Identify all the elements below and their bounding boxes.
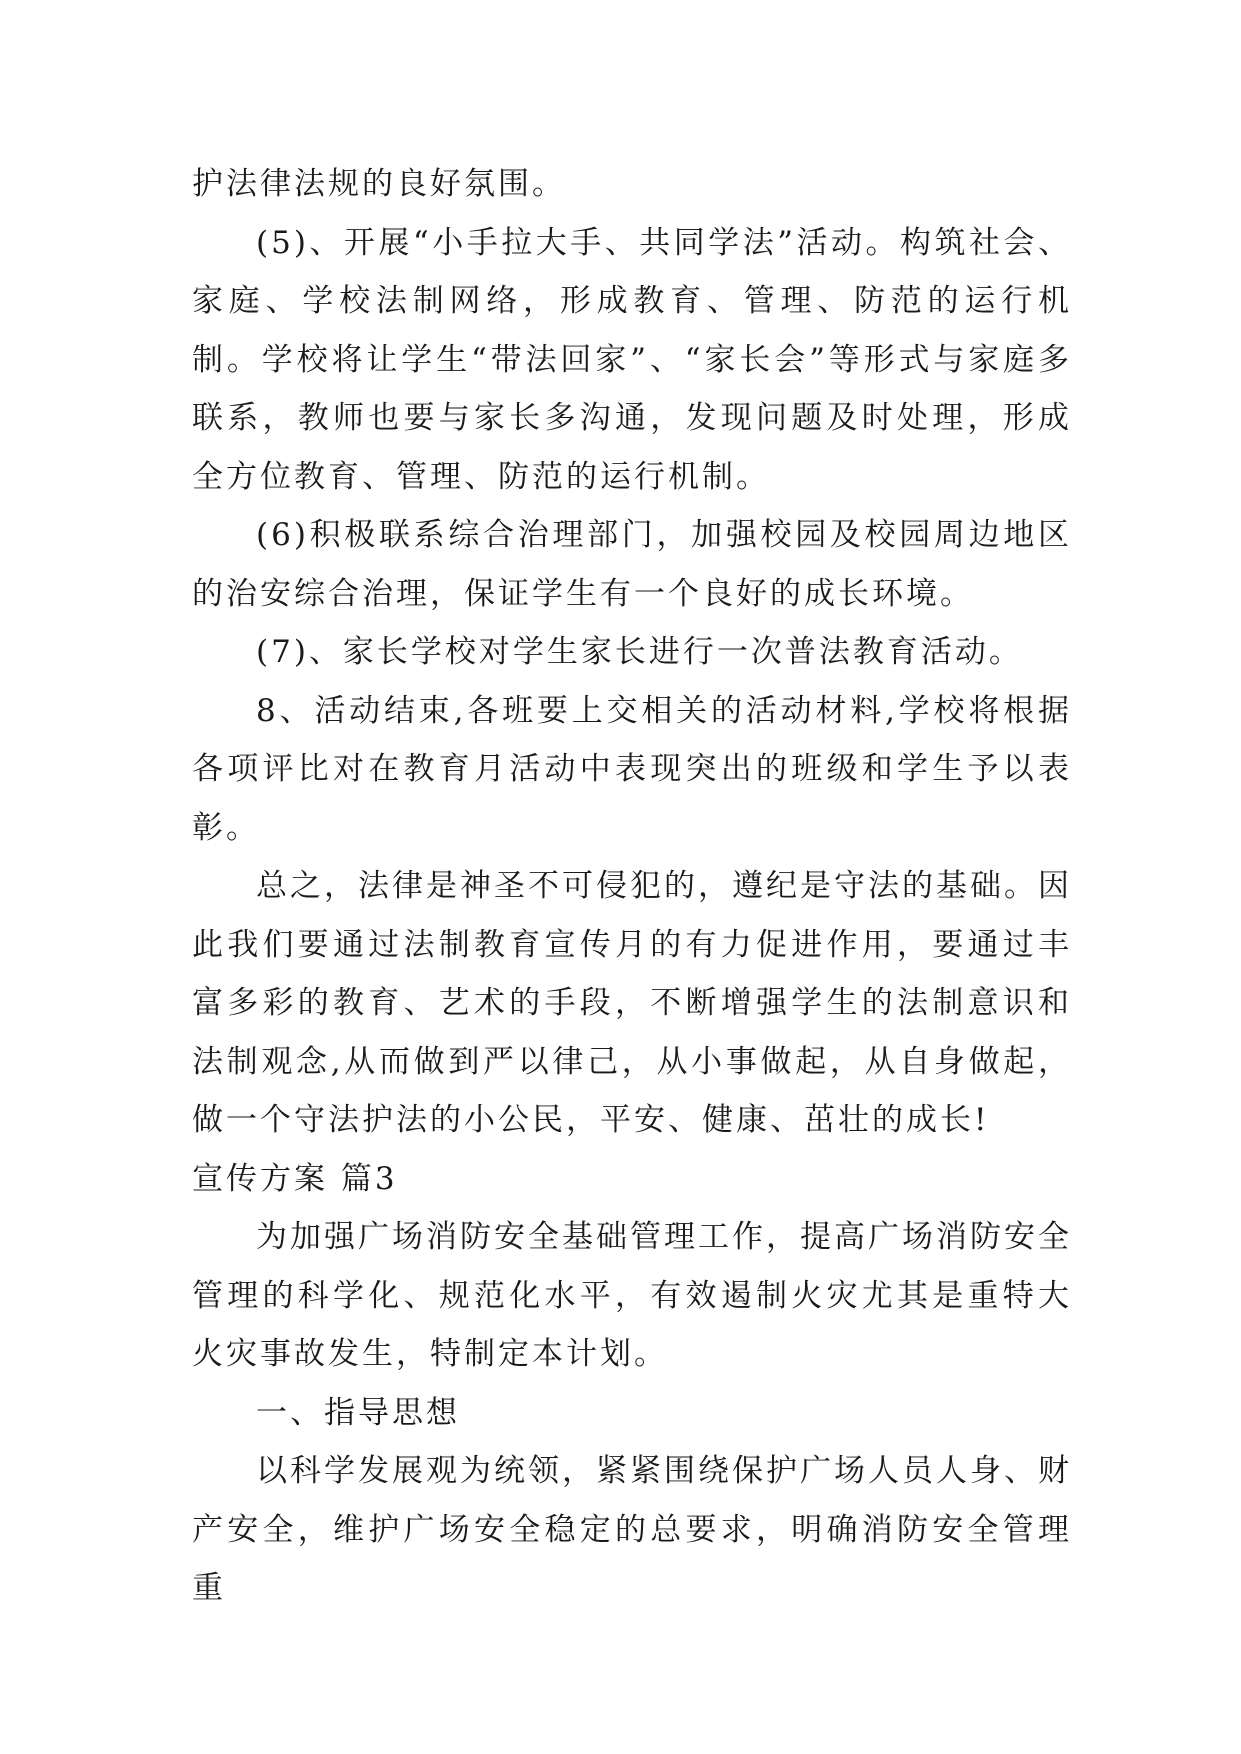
paragraph-item-7: (7)、家长学校对学生家长进行一次普法教育活动。: [256, 634, 1023, 670]
paragraph-item-5: (5)、开展“小手拉大手、共同学法”活动。构筑社会、家庭、学校法制网络，形成教育、管理、防范的运行机制。学校将让学生“带法回家”、“家长会”等形式与家庭多联系，教师也要与家长多沟通，发现问题及时处理，形成全方位教育、管理、防范的运行机制。: [192, 224, 1072, 495]
section-heading: 宣传方案 篇3: [192, 1160, 398, 1197]
paragraph-item-8: 8、活动结束,各班要上交相关的活动材料,学校将根据各项评比对在教育月活动中表现突出的班级和学生予以表彰。: [192, 692, 1072, 846]
paragraph-intro: 为加强广场消防安全基础管理工作，提高广场消防安全管理的科学化、规范化水平，有效遏制火灾尤其是重特大火灾事故发生，特制定本计划。: [192, 1219, 1072, 1372]
document-body: [192, 155, 1072, 1618]
paragraph-guiding-ideology: 以科学发展观为统领，紧紧围绕保护广场人员人身、财产安全，维护广场安全稳定的总要求，明确消防安全管理重: [192, 1453, 1072, 1606]
subheading-guiding-ideology: 一、指导思想: [256, 1394, 460, 1431]
paragraph-continuation: 护法律法规的良好氛围。: [192, 166, 566, 202]
paragraph-item-6: (6)积极联系综合治理部门，加强校园及校园周边地区的治安综合治理，保证学生有一个良好的成长环境。: [192, 517, 1072, 612]
paragraph-conclusion: 总之，法律是神圣不可侵犯的，遵纪是守法的基础。因此我们要通过法制教育宣传月的有力促进作用，要通过丰富多彩的教育、艺术的手段，不断增强学生的法制意识和法制观念,从而做到严以律己，从小事做起，从自身做起，做一个守法护法的小公民，平安、健康、茁壮的成长!: [192, 868, 1072, 1138]
